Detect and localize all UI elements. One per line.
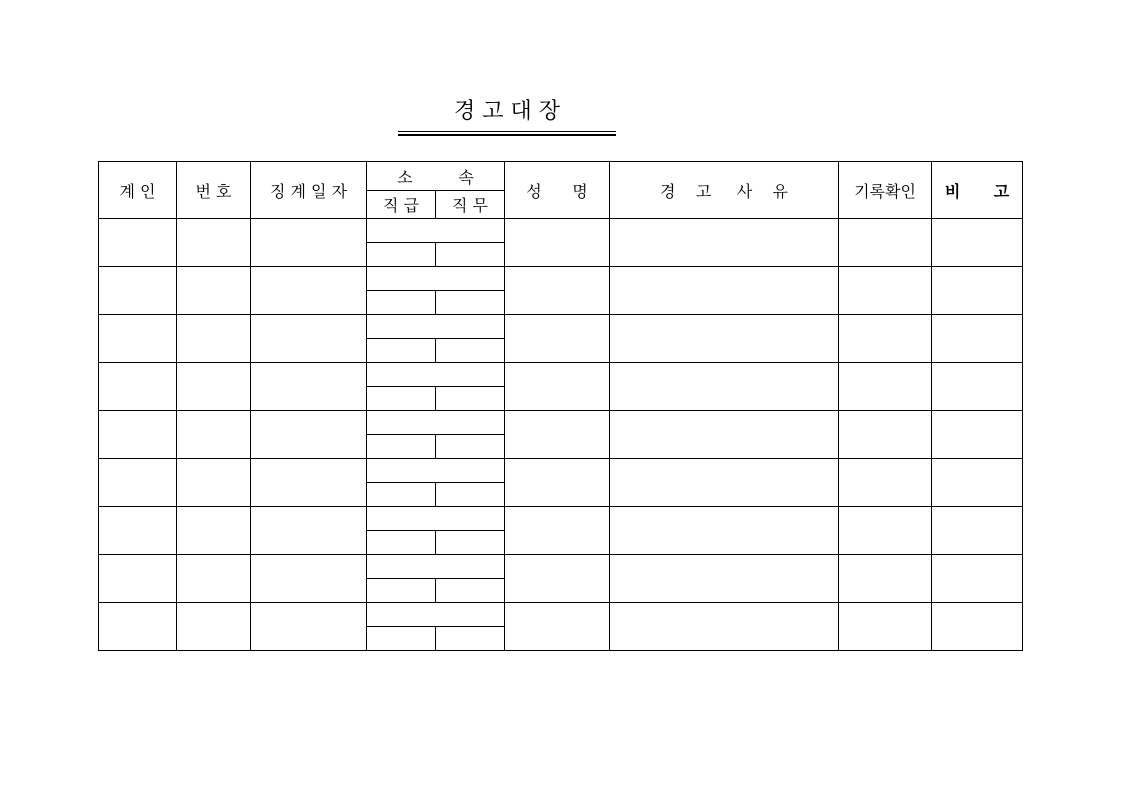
cell-discipline-date[interactable] — [251, 603, 367, 651]
cell-affiliation[interactable] — [367, 219, 505, 243]
cell-gyein[interactable] — [99, 315, 177, 363]
cell-record-check[interactable] — [839, 411, 932, 459]
cell-discipline-date[interactable] — [251, 219, 367, 267]
cell-reason[interactable] — [610, 507, 839, 555]
cell-name[interactable] — [505, 507, 610, 555]
cell-name[interactable] — [505, 603, 610, 651]
cell-remarks[interactable] — [932, 411, 1023, 459]
table-row — [99, 363, 1023, 387]
cell-affiliation[interactable] — [367, 267, 505, 291]
cell-affiliation[interactable] — [367, 363, 505, 387]
header-remarks: 비 고 — [932, 162, 1023, 219]
cell-remarks[interactable] — [932, 219, 1023, 267]
table-row — [99, 507, 1023, 531]
cell-record-check[interactable] — [839, 603, 932, 651]
cell-name[interactable] — [505, 411, 610, 459]
ledger-body — [99, 219, 1023, 651]
cell-duty[interactable] — [436, 531, 505, 555]
cell-reason[interactable] — [610, 315, 839, 363]
cell-gyein[interactable] — [99, 459, 177, 507]
header-gyein: 계 인 — [99, 162, 177, 219]
cell-gyein[interactable] — [99, 603, 177, 651]
table-row — [99, 315, 1023, 339]
title-double-underline — [398, 131, 616, 136]
cell-record-check[interactable] — [839, 219, 932, 267]
cell-name[interactable] — [505, 267, 610, 315]
cell-rank[interactable] — [367, 483, 436, 507]
cell-duty[interactable] — [436, 339, 505, 363]
cell-gyein[interactable] — [99, 507, 177, 555]
cell-record-check[interactable] — [839, 555, 932, 603]
header-number: 번 호 — [177, 162, 251, 219]
cell-record-check[interactable] — [839, 315, 932, 363]
cell-record-check[interactable] — [839, 459, 932, 507]
cell-remarks[interactable] — [932, 315, 1023, 363]
cell-gyein[interactable] — [99, 411, 177, 459]
header-name: 성 명 — [505, 162, 610, 219]
cell-reason[interactable] — [610, 363, 839, 411]
cell-discipline-date[interactable] — [251, 267, 367, 315]
cell-duty[interactable] — [436, 291, 505, 315]
cell-rank[interactable] — [367, 243, 436, 267]
cell-name[interactable] — [505, 363, 610, 411]
table-row — [99, 219, 1023, 243]
warning-ledger-table — [98, 161, 1023, 651]
cell-name[interactable] — [505, 459, 610, 507]
cell-discipline-date[interactable] — [251, 459, 367, 507]
cell-number[interactable] — [177, 459, 251, 507]
cell-discipline-date[interactable] — [251, 507, 367, 555]
cell-number[interactable] — [177, 555, 251, 603]
cell-discipline-date[interactable] — [251, 555, 367, 603]
cell-remarks[interactable] — [932, 459, 1023, 507]
cell-reason[interactable] — [610, 411, 839, 459]
cell-duty[interactable] — [436, 387, 505, 411]
table-row — [99, 411, 1023, 435]
cell-duty[interactable] — [436, 579, 505, 603]
cell-gyein[interactable] — [99, 219, 177, 267]
cell-record-check[interactable] — [839, 267, 932, 315]
cell-name[interactable] — [505, 315, 610, 363]
cell-affiliation[interactable] — [367, 507, 505, 531]
header-duty: 직 무 — [436, 191, 505, 219]
cell-discipline-date[interactable] — [251, 411, 367, 459]
cell-duty[interactable] — [436, 243, 505, 267]
cell-rank[interactable] — [367, 579, 436, 603]
cell-remarks[interactable] — [932, 603, 1023, 651]
cell-reason[interactable] — [610, 219, 839, 267]
cell-remarks[interactable] — [932, 363, 1023, 411]
cell-number[interactable] — [177, 507, 251, 555]
cell-affiliation[interactable] — [367, 315, 505, 339]
table-row — [99, 459, 1023, 483]
header-record-check: 기록확인 — [839, 162, 932, 219]
cell-reason[interactable] — [610, 267, 839, 315]
cell-discipline-date[interactable] — [251, 363, 367, 411]
cell-gyein[interactable] — [99, 363, 177, 411]
cell-rank[interactable] — [367, 291, 436, 315]
cell-affiliation[interactable] — [367, 603, 505, 627]
table-row — [99, 603, 1023, 627]
cell-discipline-date[interactable] — [251, 315, 367, 363]
cell-affiliation[interactable] — [367, 555, 505, 579]
cell-record-check[interactable] — [839, 507, 932, 555]
cell-rank[interactable] — [367, 435, 436, 459]
cell-duty[interactable] — [436, 627, 505, 651]
header-discipline-date: 징 계 일 자 — [251, 162, 367, 219]
cell-gyein[interactable] — [99, 555, 177, 603]
cell-number[interactable] — [177, 603, 251, 651]
cell-affiliation[interactable] — [367, 411, 505, 435]
header-reason: 경 고 사 유 — [610, 162, 839, 219]
cell-rank[interactable] — [367, 339, 436, 363]
cell-number[interactable] — [177, 219, 251, 267]
cell-number[interactable] — [177, 315, 251, 363]
cell-reason[interactable] — [610, 603, 839, 651]
table-row — [99, 555, 1023, 579]
cell-name[interactable] — [505, 555, 610, 603]
cell-duty[interactable] — [436, 483, 505, 507]
cell-record-check[interactable] — [839, 363, 932, 411]
document-title: 경 고 대 장 — [454, 99, 560, 124]
table-row — [99, 267, 1023, 291]
cell-number[interactable] — [177, 411, 251, 459]
cell-reason[interactable] — [610, 555, 839, 603]
cell-rank[interactable] — [367, 387, 436, 411]
cell-number[interactable] — [177, 267, 251, 315]
cell-gyein[interactable] — [99, 267, 177, 315]
header-rank: 직 급 — [367, 191, 436, 219]
cell-remarks[interactable] — [932, 267, 1023, 315]
header-affiliation: 소 속 — [367, 162, 505, 191]
cell-rank[interactable] — [367, 627, 436, 651]
cell-affiliation[interactable] — [367, 459, 505, 483]
cell-reason[interactable] — [610, 459, 839, 507]
cell-number[interactable] — [177, 363, 251, 411]
cell-rank[interactable] — [367, 531, 436, 555]
cell-remarks[interactable] — [932, 507, 1023, 555]
cell-name[interactable] — [505, 219, 610, 267]
cell-duty[interactable] — [436, 435, 505, 459]
cell-remarks[interactable] — [932, 555, 1023, 603]
